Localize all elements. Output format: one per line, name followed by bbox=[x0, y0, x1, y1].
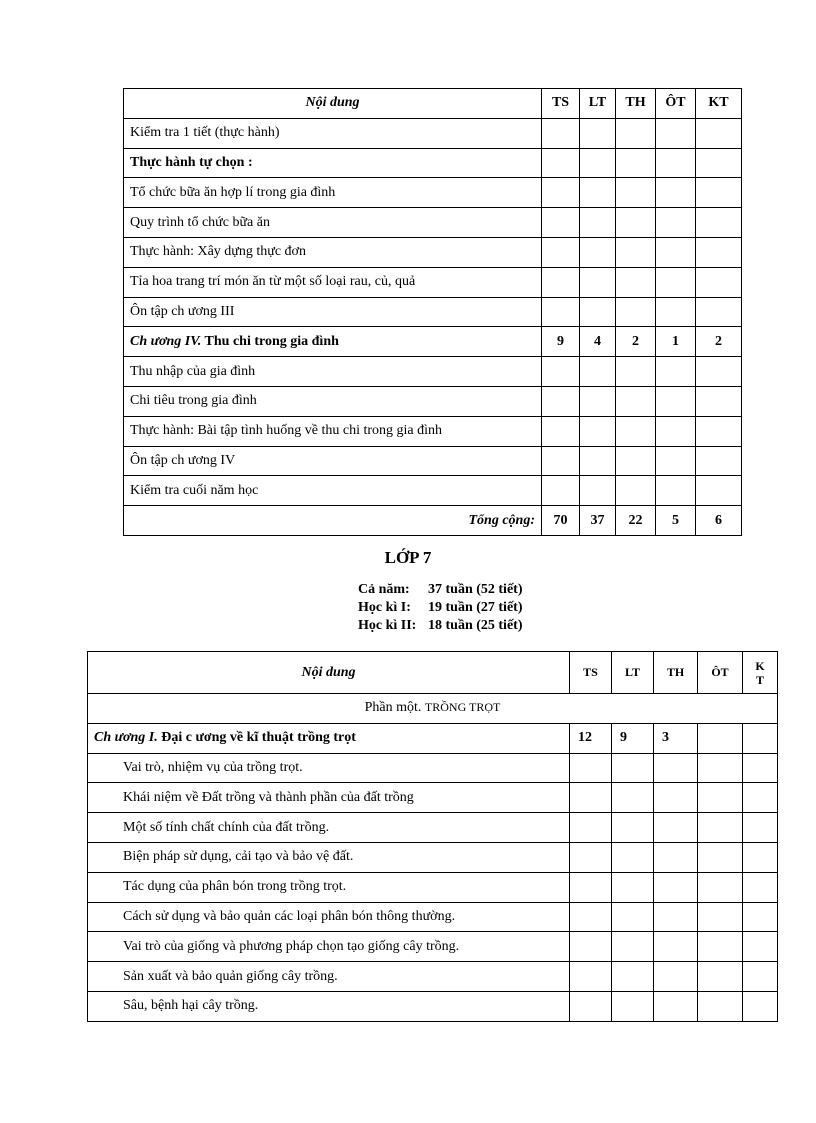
row-cell bbox=[654, 753, 698, 783]
row-kt bbox=[696, 446, 742, 476]
row-content: Cách sử dụng và bảo quản các loại phân bón thông thường. bbox=[88, 902, 570, 932]
row-th bbox=[616, 357, 656, 387]
row-cell bbox=[743, 902, 778, 932]
table-row bbox=[88, 962, 778, 992]
total-ts: 70 bbox=[542, 506, 580, 536]
row-content: Tổ chức bữa ăn hợp lí trong gia đình bbox=[124, 178, 542, 208]
row-ot bbox=[656, 267, 696, 297]
total-lt: 37 bbox=[580, 506, 616, 536]
row-content: Quy trình tổ chức bữa ăn bbox=[124, 208, 542, 238]
table-header-row bbox=[88, 652, 778, 694]
row-cell bbox=[654, 932, 698, 962]
row-content: Tác dụng của phân bón trong trồng trọt. bbox=[88, 872, 570, 902]
row-content: Kiểm tra cuối năm học bbox=[124, 476, 542, 506]
row-cell bbox=[743, 991, 778, 1021]
row-lt bbox=[580, 297, 616, 327]
row-ts bbox=[542, 446, 580, 476]
row-cell bbox=[654, 813, 698, 843]
row-cell bbox=[570, 842, 612, 872]
total-label: Tổng cộng: bbox=[124, 506, 542, 536]
row-content: Tỉa hoa trang trí món ăn từ một số loại rau, củ, quả bbox=[124, 267, 542, 297]
row-kt bbox=[696, 297, 742, 327]
table-row bbox=[88, 902, 778, 932]
header-ot: ÔT bbox=[656, 89, 696, 119]
row-cell bbox=[743, 783, 778, 813]
header-ts: TS bbox=[542, 89, 580, 119]
header-th: TH bbox=[654, 652, 698, 694]
row-cell bbox=[570, 932, 612, 962]
row-cell bbox=[654, 991, 698, 1021]
row-lt: 4 bbox=[580, 327, 616, 357]
row-th bbox=[616, 148, 656, 178]
row-content: Ôn tập ch ương IV bbox=[124, 446, 542, 476]
table-row bbox=[124, 297, 742, 327]
row-lt bbox=[580, 476, 616, 506]
row-kt: 2 bbox=[696, 327, 742, 357]
row-cell bbox=[698, 783, 743, 813]
row-kt bbox=[696, 237, 742, 267]
row-lt bbox=[580, 386, 616, 416]
table-row bbox=[124, 118, 742, 148]
row-cell bbox=[612, 783, 654, 813]
total-row bbox=[124, 506, 742, 536]
chapter-title: Ch ương I. Đại c ương về kĩ thuật trồng trọt bbox=[88, 723, 570, 753]
row-ot: 1 bbox=[656, 327, 696, 357]
row-ts bbox=[542, 208, 580, 238]
row-cell bbox=[612, 872, 654, 902]
total-th: 22 bbox=[616, 506, 656, 536]
summary-term1: Học kì I: 19 tuần (27 tiết) bbox=[358, 600, 523, 615]
row-content: Thực hành tự chọn : bbox=[124, 148, 542, 178]
row-cell bbox=[570, 753, 612, 783]
row-content: Sản xuất và bảo quản giống cây trồng. bbox=[88, 962, 570, 992]
row-content: Thu nhập của gia đình bbox=[124, 357, 542, 387]
row-kt bbox=[696, 357, 742, 387]
table-row bbox=[124, 446, 742, 476]
row-lt bbox=[580, 357, 616, 387]
row-lt bbox=[580, 178, 616, 208]
row-ts bbox=[542, 267, 580, 297]
table-row bbox=[124, 237, 742, 267]
row-cell bbox=[698, 962, 743, 992]
header-content: Nội dung bbox=[88, 652, 570, 694]
row-cell bbox=[743, 872, 778, 902]
row-ot bbox=[656, 476, 696, 506]
row-ot bbox=[656, 178, 696, 208]
row-th bbox=[616, 237, 656, 267]
row-cell bbox=[612, 902, 654, 932]
row-ot bbox=[656, 446, 696, 476]
table-row bbox=[88, 753, 778, 783]
table-row bbox=[124, 178, 742, 208]
row-th bbox=[616, 118, 656, 148]
row-cell bbox=[698, 991, 743, 1021]
table-row bbox=[124, 416, 742, 446]
row-cell bbox=[612, 813, 654, 843]
row-cell bbox=[612, 991, 654, 1021]
row-content: Sâu, bệnh hại cây trồng. bbox=[88, 991, 570, 1021]
curriculum-table-grade7 bbox=[87, 651, 778, 1022]
chapter-kt bbox=[743, 723, 778, 753]
chapter-ts: 12 bbox=[570, 723, 612, 753]
row-ot bbox=[656, 357, 696, 387]
row-lt bbox=[580, 446, 616, 476]
row-ts: 9 bbox=[542, 327, 580, 357]
part-title: Phần một. TRỒNG TRỌT bbox=[88, 694, 778, 724]
table-row bbox=[88, 783, 778, 813]
row-content: Ôn tập ch ương III bbox=[124, 297, 542, 327]
row-cell bbox=[654, 902, 698, 932]
table-row bbox=[124, 386, 742, 416]
row-cell bbox=[570, 902, 612, 932]
row-th bbox=[616, 476, 656, 506]
row-th bbox=[616, 267, 656, 297]
row-th bbox=[616, 446, 656, 476]
row-th: 2 bbox=[616, 327, 656, 357]
header-kt: K T bbox=[743, 652, 778, 694]
row-cell bbox=[654, 872, 698, 902]
row-kt bbox=[696, 148, 742, 178]
table-row bbox=[88, 842, 778, 872]
row-lt bbox=[580, 148, 616, 178]
row-content: Ch ương IV. Thu chi trong gia đình bbox=[124, 327, 542, 357]
row-content: Chi tiêu trong gia đình bbox=[124, 386, 542, 416]
row-kt bbox=[696, 416, 742, 446]
row-cell bbox=[743, 753, 778, 783]
row-cell bbox=[570, 991, 612, 1021]
total-ot: 5 bbox=[656, 506, 696, 536]
row-content: Thực hành: Bài tập tình huống về thu chi trong gia đình bbox=[124, 416, 542, 446]
row-cell bbox=[698, 872, 743, 902]
table-row bbox=[88, 932, 778, 962]
row-cell bbox=[570, 872, 612, 902]
part-row bbox=[88, 694, 778, 724]
row-ot bbox=[656, 386, 696, 416]
row-cell bbox=[570, 962, 612, 992]
row-lt bbox=[580, 416, 616, 446]
row-cell bbox=[698, 813, 743, 843]
row-cell bbox=[570, 783, 612, 813]
row-ot bbox=[656, 297, 696, 327]
row-ot bbox=[656, 208, 696, 238]
header-kt: KT bbox=[696, 89, 742, 119]
row-cell bbox=[612, 962, 654, 992]
summary-year: Cả năm: 37 tuần (52 tiết) bbox=[358, 582, 523, 597]
row-kt bbox=[696, 267, 742, 297]
header-content: Nội dung bbox=[124, 89, 542, 119]
row-th bbox=[616, 297, 656, 327]
row-ot bbox=[656, 148, 696, 178]
row-cell bbox=[654, 783, 698, 813]
table-row bbox=[124, 267, 742, 297]
row-kt bbox=[696, 208, 742, 238]
total-kt: 6 bbox=[696, 506, 742, 536]
row-cell bbox=[612, 753, 654, 783]
row-cell bbox=[654, 842, 698, 872]
row-ts bbox=[542, 118, 580, 148]
row-cell bbox=[743, 962, 778, 992]
chapter-ot bbox=[698, 723, 743, 753]
header-lt: LT bbox=[612, 652, 654, 694]
row-ts bbox=[542, 178, 580, 208]
row-ts bbox=[542, 148, 580, 178]
row-cell bbox=[743, 932, 778, 962]
table-row bbox=[124, 327, 742, 357]
row-ts bbox=[542, 416, 580, 446]
table-row bbox=[124, 148, 742, 178]
row-ot bbox=[656, 237, 696, 267]
row-lt bbox=[580, 237, 616, 267]
row-th bbox=[616, 416, 656, 446]
header-ot: ÔT bbox=[698, 652, 743, 694]
row-ts bbox=[542, 476, 580, 506]
summary-term2: Học kì II: 18 tuần (25 tiết) bbox=[358, 618, 523, 633]
row-kt bbox=[696, 178, 742, 208]
curriculum-table-continued bbox=[123, 88, 742, 536]
row-content: Khái niệm về Đất trồng và thành phần của đất trồng bbox=[88, 783, 570, 813]
table-body bbox=[88, 694, 778, 1022]
row-kt bbox=[696, 386, 742, 416]
row-cell bbox=[698, 932, 743, 962]
row-lt bbox=[580, 118, 616, 148]
row-ts bbox=[542, 297, 580, 327]
row-kt bbox=[696, 118, 742, 148]
schedule-summary bbox=[358, 581, 523, 635]
row-ot bbox=[656, 416, 696, 446]
row-th bbox=[616, 386, 656, 416]
row-content: Vai trò, nhiệm vụ của trồng trọt. bbox=[88, 753, 570, 783]
row-content: Một số tính chất chính của đất trồng. bbox=[88, 813, 570, 843]
row-content: Thực hành: Xây dựng thực đơn bbox=[124, 237, 542, 267]
header-lt: LT bbox=[580, 89, 616, 119]
table-row bbox=[124, 476, 742, 506]
table-row bbox=[88, 813, 778, 843]
row-cell bbox=[698, 753, 743, 783]
row-ts bbox=[542, 237, 580, 267]
row-cell bbox=[743, 813, 778, 843]
table-row bbox=[88, 991, 778, 1021]
row-content: Biện pháp sử dụng, cải tạo và bảo vệ đất. bbox=[88, 842, 570, 872]
row-ot bbox=[656, 118, 696, 148]
row-cell bbox=[698, 902, 743, 932]
chapter-lt: 9 bbox=[612, 723, 654, 753]
row-cell bbox=[570, 813, 612, 843]
table-row bbox=[88, 872, 778, 902]
table-row bbox=[124, 208, 742, 238]
row-lt bbox=[580, 267, 616, 297]
header-ts: TS bbox=[570, 652, 612, 694]
chapter-th: 3 bbox=[654, 723, 698, 753]
row-content: Vai trò của giống và phương pháp chọn tạo giống cây trồng. bbox=[88, 932, 570, 962]
row-kt bbox=[696, 476, 742, 506]
row-cell bbox=[612, 932, 654, 962]
row-content: Kiểm tra 1 tiết (thực hành) bbox=[124, 118, 542, 148]
table-header-row bbox=[124, 89, 742, 119]
row-th bbox=[616, 208, 656, 238]
header-th: TH bbox=[616, 89, 656, 119]
grade-heading: LỚP 7 bbox=[384, 548, 432, 567]
table-row bbox=[124, 357, 742, 387]
chapter-row bbox=[88, 723, 778, 753]
row-cell bbox=[612, 842, 654, 872]
row-ts bbox=[542, 357, 580, 387]
row-lt bbox=[580, 208, 616, 238]
row-cell bbox=[698, 842, 743, 872]
row-cell bbox=[654, 962, 698, 992]
table-body bbox=[124, 118, 742, 505]
row-ts bbox=[542, 386, 580, 416]
row-th bbox=[616, 178, 656, 208]
row-cell bbox=[743, 842, 778, 872]
